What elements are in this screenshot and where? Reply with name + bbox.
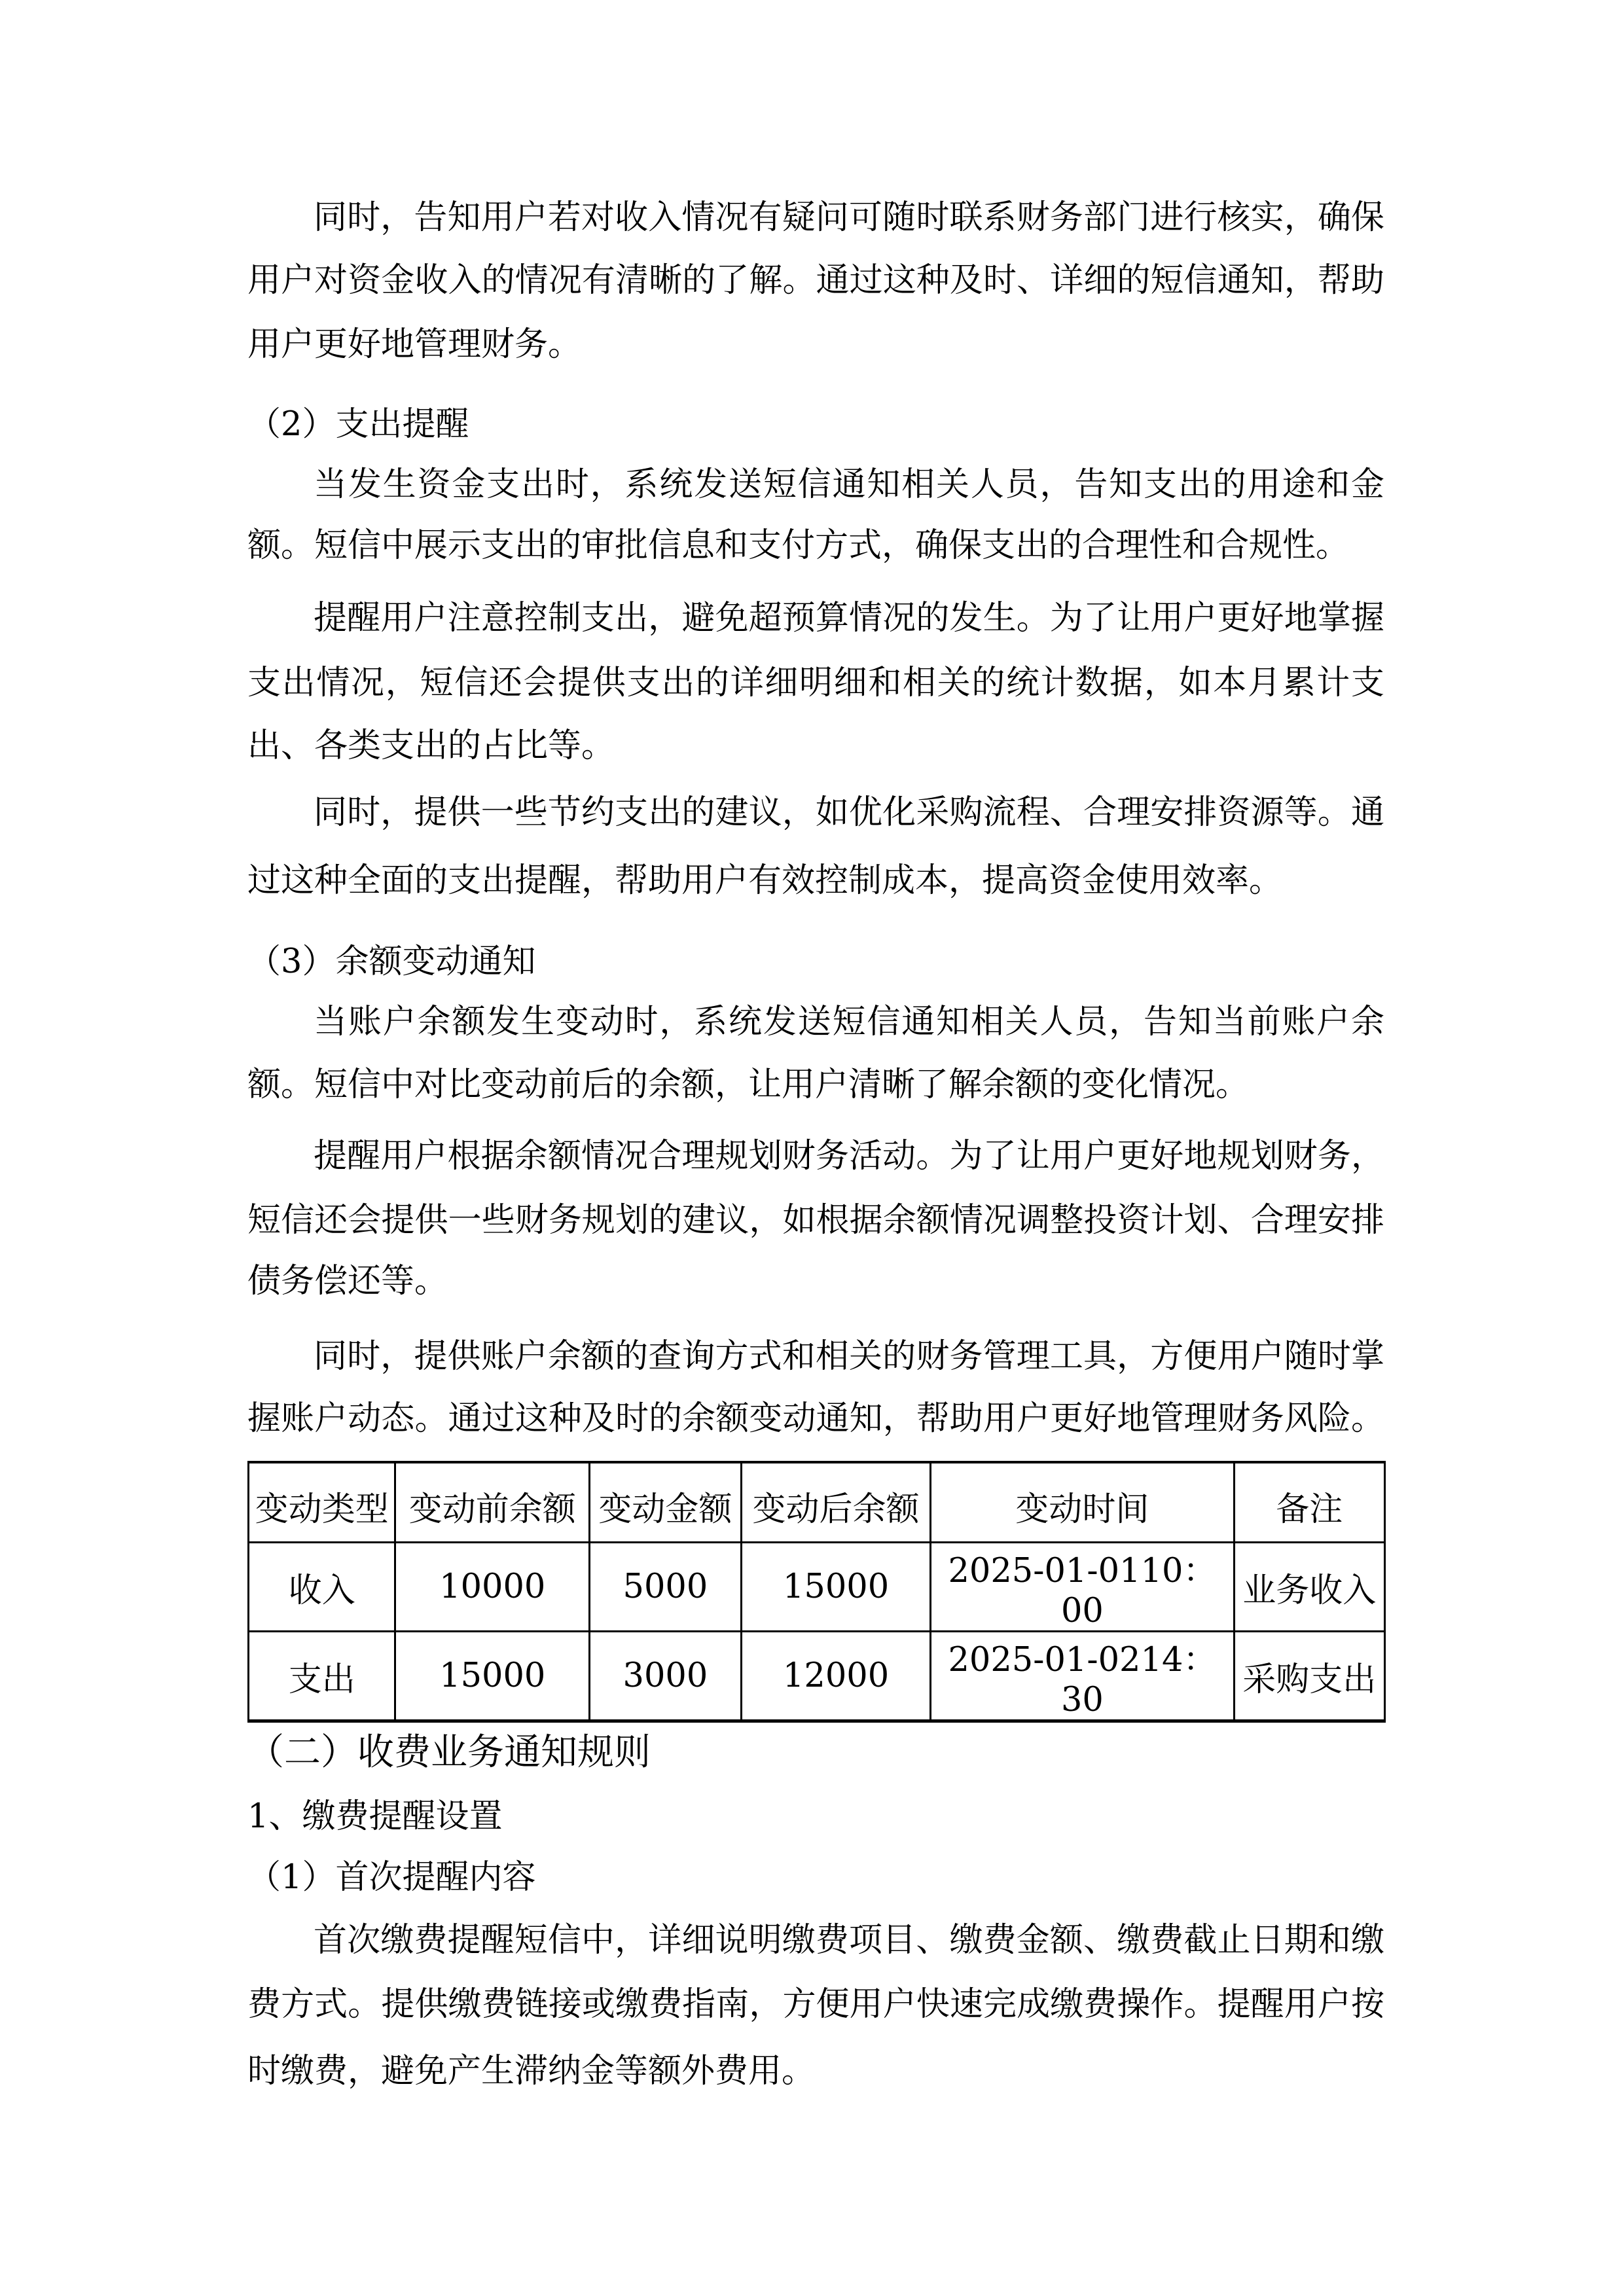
p3-line: 出、各类支出的占比等。 (247, 726, 615, 765)
table-cell: 采购支出 (1234, 1632, 1385, 1721)
table-cell: 2025-01-0214：30 (931, 1632, 1234, 1721)
p8-line: 首次缴费提醒短信中，详细说明缴费项目、缴费金额、缴费截止日期和缴 (314, 1921, 1384, 1960)
table-row (249, 1632, 1385, 1721)
p4-line: 过这种全面的支出提醒，帮助用户有效控制成本，提高资金使用效率。 (247, 861, 1283, 900)
p7-line: 握账户动态。通过这种及时的余额变动通知，帮助用户更好地管理财务风险。 (247, 1399, 1384, 1438)
table-cell: 15000 (395, 1632, 590, 1721)
table-row (249, 1543, 1385, 1632)
table-header-cell: 变动金额 (590, 1462, 742, 1543)
p6-line: 提醒用户根据余额情况合理规划财务活动。为了让用户更好地规划财务， (314, 1137, 1384, 1175)
p4-line: 同时，提供一些节约支出的建议，如优化采购流程、合理安排资源等。通 (314, 793, 1384, 832)
balance-change-table (247, 1461, 1386, 1723)
p1-line: 用户对资金收入的情况有清晰的了解。通过这种及时、详细的短信通知，帮助 (247, 261, 1384, 300)
table-cell: 支出 (249, 1632, 395, 1721)
p5-line: 当账户余额发生变动时，系统发送短信通知相关人员，告知当前账户余 (314, 1003, 1384, 1041)
table-header-cell: 变动后余额 (741, 1462, 931, 1543)
table-header-row (249, 1462, 1385, 1543)
table-cell: 10000 (395, 1543, 590, 1632)
heading-expense-reminder: （2）支出提醒 (247, 405, 469, 444)
table-cell: 2025-01-0110：00 (931, 1543, 1234, 1632)
p7-line: 同时，提供账户余额的查询方式和相关的财务管理工具，方便用户随时掌 (314, 1337, 1384, 1376)
p2-line: 额。短信中展示支出的审批信息和支付方式，确保支出的合理性和合规性。 (247, 526, 1350, 565)
p2-line: 当发生资金支出时，系统发送短信通知相关人员，告知支出的用途和金 (314, 465, 1384, 504)
p6-line: 短信还会提供一些财务规划的建议，如根据余额情况调整投资计划、合理安排 (247, 1201, 1384, 1240)
table-cell: 5000 (590, 1543, 742, 1632)
p3-line: 支出情况，短信还会提供支出的详细明细和相关的统计数据，如本月累计支 (247, 664, 1384, 702)
heading-first-reminder-content: （1）首次提醒内容 (247, 1858, 536, 1897)
table-cell: 3000 (590, 1632, 742, 1721)
heading-fee-notification-rules: （二）收费业务通知规则 (247, 1731, 651, 1774)
heading-balance-change: （3）余额变动通知 (247, 942, 536, 981)
heading-payment-reminder-settings: 1、缴费提醒设置 (247, 1797, 503, 1836)
table-cell: 15000 (741, 1543, 931, 1632)
p1-line: 用户更好地管理财务。 (247, 325, 582, 364)
p8-line: 费方式。提供缴费链接或缴费指南，方便用户快速完成缴费操作。提醒用户按 (247, 1985, 1384, 2024)
table-cell: 12000 (741, 1632, 931, 1721)
table-header-cell: 备注 (1234, 1462, 1385, 1543)
p1-line: 同时，告知用户若对收入情况有疑问可随时联系财务部门进行核实，确保 (314, 198, 1384, 237)
table-header-cell: 变动时间 (931, 1462, 1234, 1543)
table-cell: 业务收入 (1234, 1543, 1385, 1632)
p6-line: 债务偿还等。 (247, 1262, 448, 1300)
p3-line: 提醒用户注意控制支出，避免超预算情况的发生。为了让用户更好地掌握 (314, 599, 1384, 637)
table-header-cell: 变动类型 (249, 1462, 395, 1543)
p8-line: 时缴费，避免产生滞纳金等额外费用。 (247, 2052, 816, 2090)
table-header-cell: 变动前余额 (395, 1462, 590, 1543)
table-cell: 收入 (249, 1543, 395, 1632)
p5-line: 额。短信中对比变动前后的余额，让用户清晰了解余额的变化情况。 (247, 1066, 1250, 1104)
